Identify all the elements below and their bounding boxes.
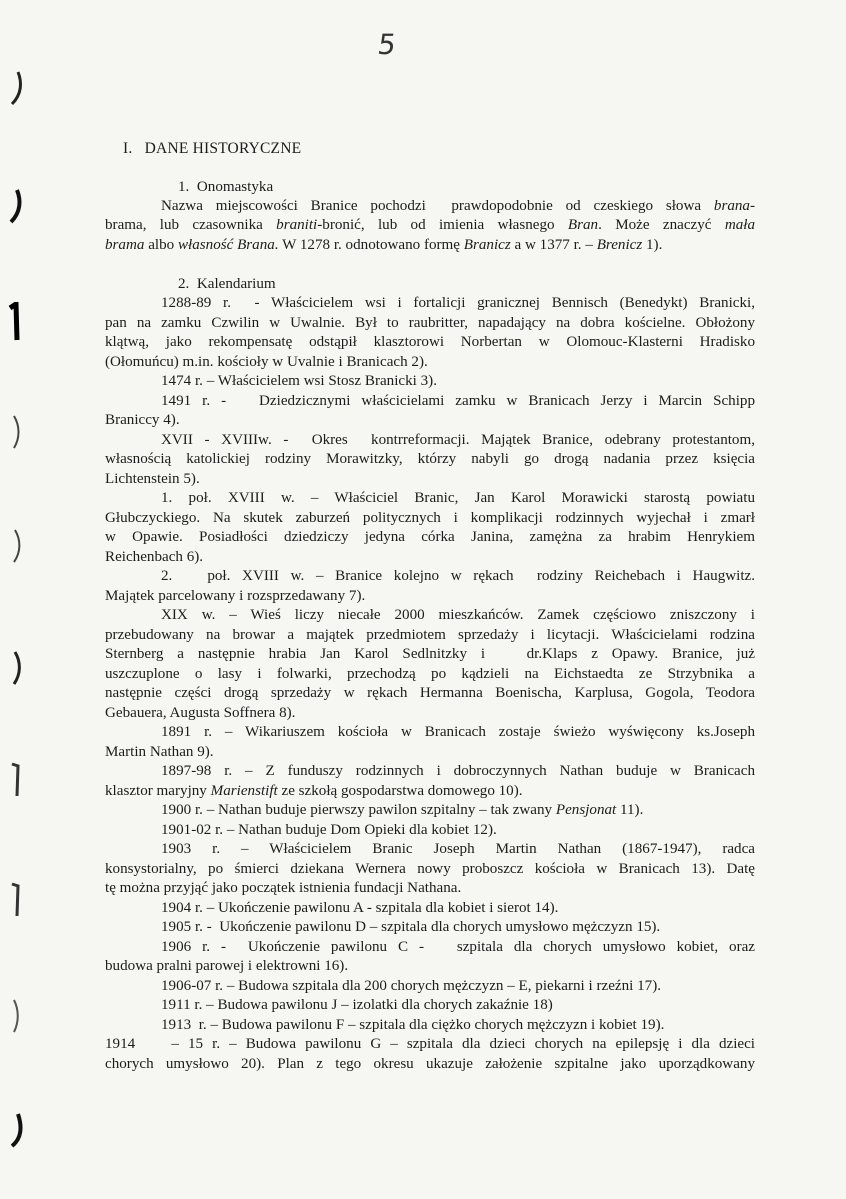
text-line: brama albo własność Brana. W 1278 r. odnotowano formę Branicz a w 1377 r. – Brenicz 1). <box>105 237 663 253</box>
binding-hole-mark <box>6 760 24 800</box>
text-line: w Opawie. Posiadłości dziedziczy jedyna córka Janina, zamężna za hrabim Henrykiem <box>105 529 755 545</box>
text-line: uszczuplone o lasy i folwarki, przechodzą po kądzieli na Eichstaedta ze Strzybnika a <box>105 666 755 682</box>
text-line: 1491 r. - Dziedzicznymi właścicielami zamku w Branicach Jerzy i Marcin Schipp <box>161 393 755 409</box>
text-line: Głubczyckiego. Na skutek zaburzeń politycznych i komplikacji rodzinnych wyjechał i zmarł <box>105 510 755 526</box>
text-line: Lichtenstein 5). <box>105 471 200 487</box>
text-line: budowa pralni parowej i elektrowni 16). <box>105 958 349 974</box>
text-line: Majątek parcelowany i rozsprzedawany 7). <box>105 588 366 604</box>
text-line: 2. poł. XVIII w. – Branice kolejno w rękach rodziny Reichebach i Haugwitz. <box>161 568 755 584</box>
text-line: Nazwa miejscowości Branice pochodzi prawdopodobnie od czeskiego słowa brana- <box>161 198 755 214</box>
text-line: chorych umysłowo 20). Plan z tego okresu ukazuje założenie szpitalne jako uporządkowany <box>105 1056 755 1072</box>
binding-hole-mark <box>6 302 24 342</box>
binding-hole-mark <box>6 68 24 108</box>
text-line: 1903 r. – Właścicielem Branic Joseph Martin Nathan (1867-1947), radca <box>161 841 755 857</box>
text-line: XIX w. – Wieś liczy niecałe 2000 mieszkańców. Zamek częściowo zniszczony i <box>161 607 755 623</box>
text-line: 1901-02 r. – Nathan buduje Dom Opieki dla kobiet 12). <box>161 822 497 838</box>
text-line: 1906 r. - Ukończenie pawilonu C - szpitala dla chorych umysłowo kobiet, oraz <box>161 939 755 955</box>
text-line: 1911 r. – Budowa pawilonu J – izolatki dla chorych zakaźnie 18) <box>161 997 553 1013</box>
binding-hole-mark <box>6 880 24 920</box>
text-line: 1904 r. – Ukończenie pawilonu A - szpitala dla kobiet i sierot 14). <box>161 900 559 916</box>
binding-hole-mark <box>6 1110 24 1150</box>
text-line: tę można przyjąć jako początek istnienia fundacji Nathana. <box>105 880 462 896</box>
binding-hole-mark <box>6 412 24 452</box>
section-title: I. DANE HISTORYCZNE <box>123 140 302 157</box>
text-line: następnie części drogą sprzedaży w rękach Hermanna Boenischa, Karplusa, Gogola, Teodora <box>105 685 755 701</box>
text-line: 1891 r. – Wikariuszem kościoła w Branicach zostaje świeżo wyświęcony ks.Joseph <box>161 724 755 740</box>
text-line: 1914 – 15 r. – Budowa pawilonu G – szpitala dla dzieci chorych na epilepsję i dla dzieci <box>105 1036 755 1052</box>
text-line: Martin Nathan 9). <box>105 744 214 760</box>
text-line: 1. Onomastyka <box>178 179 274 195</box>
text-line: Reichenbach 6). <box>105 549 204 565</box>
text-line: konsystorialny, po śmierci dziekana Wernera nowy proboszcz kościoła w Branicach 13). Datę <box>105 861 755 877</box>
text-line: klasztor maryjny Marienstift ze szkołą gospodarstwa domowego 10). <box>105 783 523 799</box>
text-line: brama, lub czasownika braniti-bronić, lub od imienia własnego Bran. Może znaczyć mała <box>105 217 755 233</box>
text-line: XVII - XVIIIw. - Okres kontrreformacji. Majątek Branice, odebrany protestantom, <box>161 432 755 448</box>
text-line: Braniccy 4). <box>105 412 180 428</box>
text-line: 1906-07 r. – Budowa szpitala dla 200 chorych mężczyzn – E, piekarni i rzeźni 17). <box>161 978 662 994</box>
text-line: 1905 r. - Ukończenie pawilonu D – szpitala dla chorych umysłowo mężczyzn 15). <box>161 919 661 935</box>
text-line: 1900 r. – Nathan buduje pierwszy pawilon szpitalny – tak zwany Pensjonat 11). <box>161 802 644 818</box>
text-line: 2. Kalendarium <box>178 276 276 292</box>
binding-hole-mark <box>6 186 24 226</box>
text-line: 1474 r. – Właścicielem wsi Stosz Branicki 3). <box>161 373 437 389</box>
text-line: 1288-89 r. - Właścicielem wsi i fortalicji granicznej Bennisch (Benedykt) Branicki, <box>161 295 755 311</box>
text-line: 1. poł. XVIII w. – Właściciel Branic, Jan Karol Morawicki starostą powiatu <box>161 490 755 506</box>
binding-hole-mark <box>6 996 24 1036</box>
binding-hole-mark <box>6 526 24 566</box>
text-line: klątwą, jako rekompensatę odstąpił klasztorowi Norbertan w Olomouc-Klasterni Hradisko <box>105 334 755 350</box>
text-line: własnością katolickiej rodziny Morawitzky, którzy nabyli go drogą nadania przez księcia <box>105 451 755 467</box>
text-line: (Ołomuńcu) m.in. kościoły w Uvalnie i Branicach 2). <box>105 354 428 370</box>
text-line: Sternberg a następnie hrabia Jan Karol Sedlnitzky i dr.Klaps z Opawy. Branice, już <box>105 646 755 662</box>
text-line: 1897-98 r. – Z funduszy rodzinnych i dobroczynnych Nathan buduje w Branicach <box>161 763 755 779</box>
handwritten-page-number: 5 <box>375 28 399 61</box>
text-line: pan na zamku Czwilin w Uwalnie. Był to raubritter, napadający na dobra kościelne. Obłożony <box>105 315 755 331</box>
binding-hole-mark <box>6 648 24 688</box>
text-line: 1913 r. – Budowa pawilonu F – szpitala dla ciężko chorych mężczyzn i kobiet 19). <box>161 1017 665 1033</box>
text-line: Gebauera, Augusta Soffnera 8). <box>105 705 296 721</box>
text-line: przebudowany na browar a majątek przedmiotem sprzedaży i licytacji. Właścicielami rodzina <box>105 627 755 643</box>
